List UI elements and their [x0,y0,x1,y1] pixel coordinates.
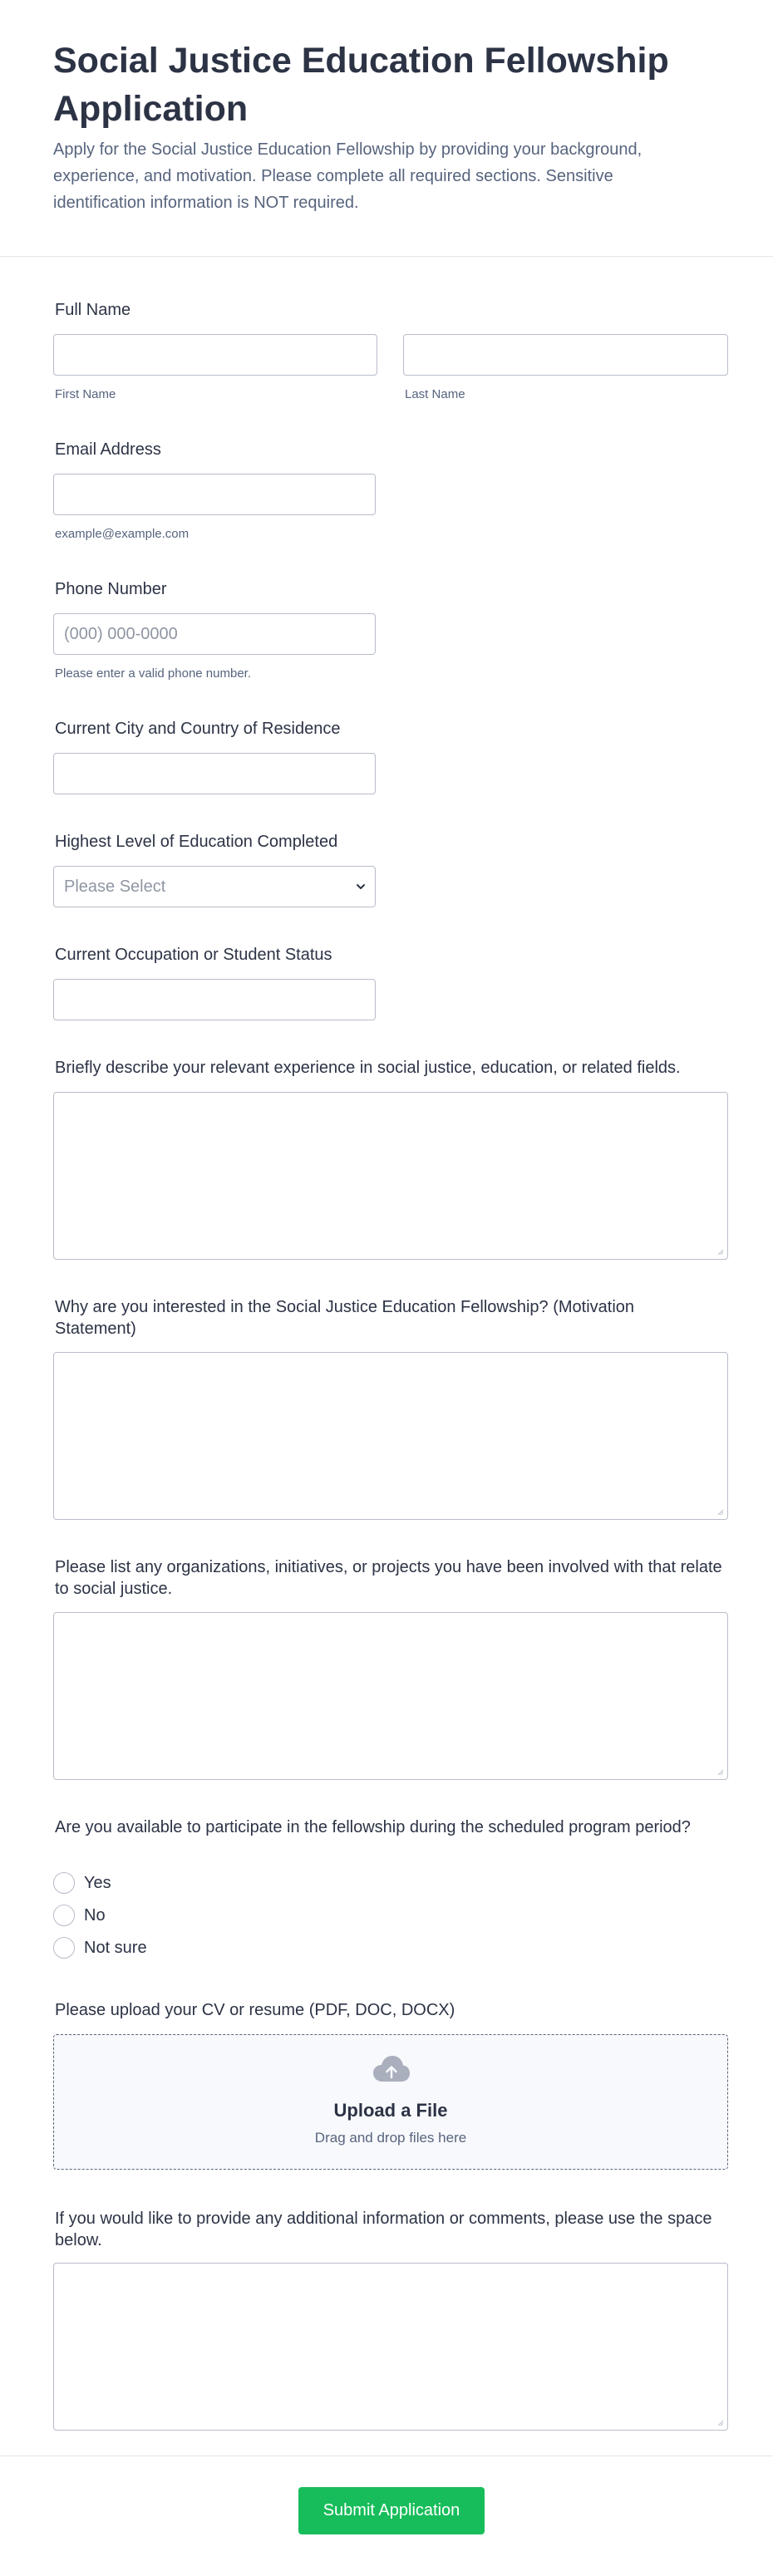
organizations-textarea[interactable] [53,1612,728,1780]
phone-sublabel: Please enter a valid phone number. [55,666,251,681]
submit-button[interactable]: Submit Application [298,2487,485,2534]
phone-input[interactable]: (000) 000-0000 [53,613,376,655]
upload-label: Please upload your CV or resume (PDF, DOC, DOCX) [55,2001,455,2019]
additional-label: If you would like to provide any additional information or comments, please use the space below. [55,2210,712,2249]
occupation-label: Current Occupation or Student Status [55,946,332,964]
organizations-label: Please list any organizations, initiatives, or projects you have been involved with that relate to social justice. [55,1558,722,1598]
occupation-input[interactable] [53,979,376,1020]
header-divider [0,256,773,257]
last-name-input[interactable] [403,334,728,376]
radio-label: No [84,1906,106,1925]
upload-hint: Drag and drop files here [314,2130,467,2146]
first-name-sublabel: First Name [55,387,116,401]
chevron-down-icon [355,881,367,892]
resize-handle-icon[interactable] [716,1247,724,1256]
radio-circle[interactable] [53,1905,75,1926]
education-select[interactable] [53,866,376,907]
email-input[interactable] [53,474,376,515]
availability-label: Are you available to participate in the fellowship during the scheduled program period? [55,1818,691,1836]
radio-circle[interactable] [53,1872,75,1894]
experience-textarea[interactable] [53,1092,728,1260]
motivation-label: Why are you interested in the Social Justice Education Fellowship? (Motivation Statement) [55,1298,635,1338]
first-name-input[interactable] [53,334,377,376]
form-description: Apply for the Social Justice Education Fellowship by providing your background, experience, and motivation. Please complete all required sections. Sensitive identification information is NOT required. [53,140,643,212]
education-label: Highest Level of Education Completed [55,833,338,851]
full-name-label: Full Name [55,301,131,319]
motivation-textarea[interactable] [53,1352,728,1520]
city-label: Current City and Country of Residence [55,720,341,738]
additional-textarea[interactable] [53,2263,728,2431]
email-label: Email Address [55,440,161,459]
resize-handle-icon[interactable] [716,1507,724,1516]
form-title: Social Justice Education Fellowship Application [53,41,669,129]
upload-title: Upload a File [333,2100,448,2121]
radio-label: Yes [84,1874,111,1892]
cloud-upload-icon [372,2055,411,2083]
experience-label: Briefly describe your relevant experience in social justice, education, or related fields. [55,1059,681,1077]
city-input[interactable] [53,753,376,794]
phone-label: Phone Number [55,580,167,598]
resize-handle-icon[interactable] [716,1767,724,1776]
education-selected-value: Please Select [64,878,166,896]
file-upload-dropzone[interactable] [53,2034,728,2170]
resize-handle-icon[interactable] [716,2418,724,2426]
radio-circle[interactable] [53,1937,75,1959]
email-sublabel: example@example.com [55,527,190,541]
last-name-sublabel: Last Name [405,387,465,401]
radio-label: Not sure [84,1939,147,1957]
